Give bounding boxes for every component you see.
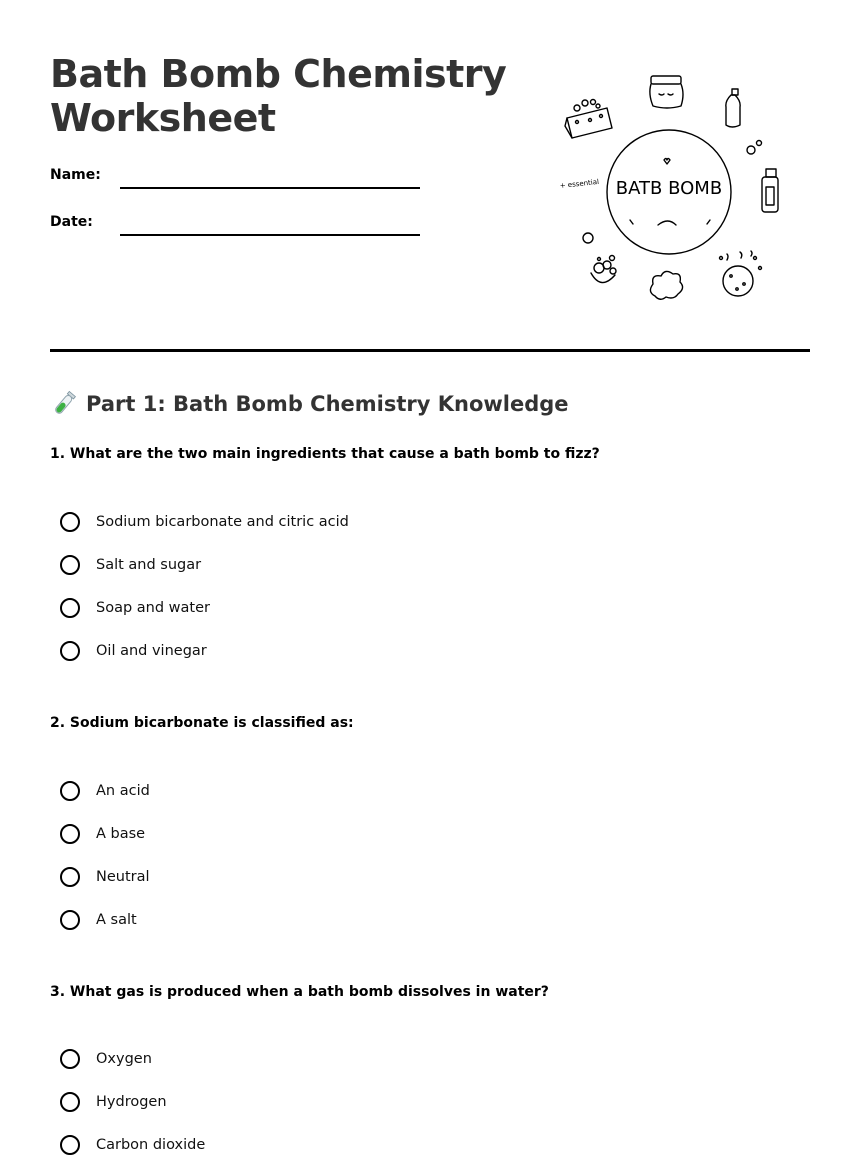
radio-button[interactable] <box>60 1092 80 1112</box>
question-1: 1. What are the two main ingredients that cause a bath bomb to fizz? <box>50 446 600 462</box>
name-label: Name: <box>50 167 101 183</box>
radio-button[interactable] <box>60 598 80 618</box>
q2-option-1[interactable] <box>60 778 150 804</box>
q3-option-3[interactable] <box>60 1132 205 1158</box>
option-label: Carbon dioxide <box>96 1137 206 1153</box>
bottle-icon <box>726 89 740 127</box>
q1-option-4[interactable] <box>60 638 207 664</box>
radio-button[interactable] <box>60 824 80 844</box>
fizz-cloud-icon <box>650 271 682 299</box>
jar-icon <box>650 76 683 108</box>
illustration-center-text: BATB BOMB <box>615 178 723 199</box>
round-bomb-icon <box>720 251 762 296</box>
radio-button[interactable] <box>60 867 80 887</box>
radio-button[interactable] <box>60 781 80 801</box>
q3-option-1[interactable] <box>60 1046 152 1072</box>
q1-option-1[interactable] <box>60 509 349 535</box>
option-label: Oxygen <box>96 1051 152 1067</box>
radio-button[interactable] <box>60 1049 80 1069</box>
radio-button[interactable] <box>60 512 80 532</box>
herbs-box-icon <box>565 100 612 139</box>
option-label: Salt and sugar <box>96 557 202 573</box>
bubbles-bowl-icon <box>591 256 616 283</box>
part1-title: Part 1: Bath Bomb Chemistry Knowledge <box>86 392 569 416</box>
date-field[interactable] <box>120 234 420 236</box>
radio-button[interactable] <box>60 555 80 575</box>
section-divider <box>50 349 810 352</box>
name-field[interactable] <box>120 187 420 189</box>
option-label: Oil and vinegar <box>96 643 207 659</box>
radio-button[interactable] <box>60 641 80 661</box>
part1-heading <box>50 390 569 418</box>
q1-option-3[interactable] <box>60 595 210 621</box>
radio-button[interactable] <box>60 910 80 930</box>
option-label: Soap and water <box>96 600 210 616</box>
heart-icon <box>664 159 670 165</box>
radio-button[interactable] <box>60 1135 80 1155</box>
question-2: 2. Sodium bicarbonate is classified as: <box>50 715 354 731</box>
option-label: Hydrogen <box>96 1094 167 1110</box>
option-label: Neutral <box>96 869 150 885</box>
test-tube-icon <box>50 390 78 418</box>
q2-option-3[interactable] <box>60 864 150 890</box>
q1-option-2[interactable] <box>60 552 201 578</box>
option-label: An acid <box>96 783 150 799</box>
side-note-text: + essential <box>559 177 600 190</box>
date-label: Date: <box>50 214 93 230</box>
option-label: A base <box>96 826 146 842</box>
question-3: 3. What gas is produced when a bath bomb dissolves in water? <box>50 984 549 1000</box>
q2-option-2[interactable] <box>60 821 145 847</box>
option-label: Sodium bicarbonate and citric acid <box>96 514 349 530</box>
vial-icon <box>762 169 778 212</box>
option-label: A salt <box>96 912 137 928</box>
q2-option-4[interactable] <box>60 907 137 933</box>
bath-bomb-illustration <box>555 68 795 314</box>
worksheet-title: Bath Bomb Chemistry Worksheet <box>50 52 507 140</box>
q3-option-2[interactable] <box>60 1089 167 1115</box>
